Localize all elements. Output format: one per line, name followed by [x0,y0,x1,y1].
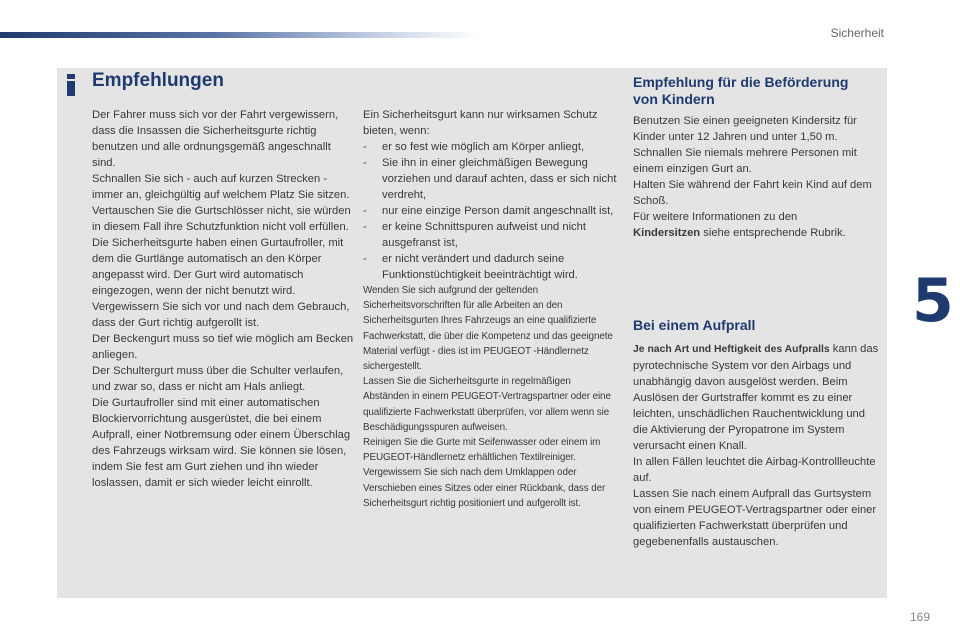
paragraph: Je nach Art und Heftigkeit des Aufpralls kann das pyrotechnische System vor den Airbags und unabhängig davon ausgelöst werden. Beim Auslösen der Gurtstraffer kommt es zu einer leichten, unschädlichen Rauchentwicklung und die Aktivierung der Pyropatrone im System verursacht einen Knall. [633,343,879,452]
paragraph: Vergewissern Sie sich nach dem Umklappen oder Verschieben eines Sitzes oder einer Rückbank, dass der Sicherheitsgurt richtig positioniert und aufgerollt ist. [363,467,606,509]
paragraph: Der Beckengurt muss so tief wie möglich am Becken anliegen. [92,333,354,361]
recommendations-column-1 [92,107,354,491]
paragraph: Vertauschen Sie die Gurtschlösser nicht, sie würden in diesem Fall ihre Schutzfunktion nicht voll erfüllen. [92,205,351,233]
children-title: Empfehlung für die Beförderung von Kindern [633,74,849,107]
paragraph: Lassen Sie nach einem Aufprall das Gurtsystem von einem PEUGEOT-Vertragspartner oder einer qualifizierten Fachwerkstatt überprüfen und gegebenenfalls austauschen. [633,488,877,548]
recommendations-title: Empfehlungen [92,70,224,91]
list-intro: Ein Sicherheitsgurt kann nur wirksamen Schutz bieten, wenn: [363,109,598,137]
paragraph: Reinigen Sie die Gurte mit Seifenwasser oder einem im PEUGEOT-Händlernetz erhältlichen Textilreiniger. [363,437,601,464]
impact-section [633,341,879,550]
paragraph: Schnallen Sie sich - auch auf kurzen Strecken - immer an, gleichgültig auf welchem Platz Sie sitzen. [92,173,350,201]
paragraph: Der Fahrer muss sich vor der Fahrt vergewissern, dass die Insassen die Sicherheitsgurte richtig benutzen und alle ordnungsgemäß angeschnallt sind. [92,109,339,169]
paragraph: Lassen Sie die Sicherheitsgurte in regelmäßigen Abständen in einem PEUGEOT-Vertragspartner oder eine qualifizierte Fachwerkstatt überprüfen, vor allem wenn sie Beschädigungsspuren aufweisen. [363,376,611,433]
paragraph: Wenden Sie sich aufgrund der geltenden Sicherheitsvorschriften für alle Arbeiten an den Sicherheitsgurten Ihres Fahrzeugs an eine qualifizierte Fachwerkstatt, die über die Kompetenz und das geeignete Material verfügt - dies ist im PEUGEOT -Händlernetz sichergestellt. [363,285,613,373]
paragraph: Für weitere Informationen zu den Kindersitzen siehe entsprechende Rubrik. [633,211,846,239]
header-accent-bar [0,32,480,38]
child-seats-reference: Kindersitzen [633,227,701,239]
list-item: - nur eine einzige Person damit angeschnallt ist, [363,205,614,217]
list-item: - er so fest wie möglich am Körper anliegt, [363,141,585,153]
paragraph: Vergewissern Sie sich vor und nach dem Gebrauch, dass der Gurt richtig aufgerollt ist. [92,301,350,329]
section-title: Sicherheit [830,26,884,40]
paragraph: Schnallen Sie niemals mehrere Personen mit einem einzigen Gurt an. [633,147,857,175]
chapter-number: 5 [912,266,954,336]
children-section [633,113,879,241]
chapter-tab [910,262,960,336]
paragraph: In allen Fällen leuchtet die Airbag-Kontrollleuchte auf. [633,456,876,484]
maintenance-notes [363,283,618,511]
list-item: - er nicht verändert und dadurch seine Funktionstüchtigkeit beeinträchtigt wird. [363,253,578,281]
recommendations-column-2 [363,107,618,511]
paragraph: Benutzen Sie einen geeigneten Kindersitz für Kinder unter 12 Jahren und unter 1,50 m. [633,115,857,143]
paragraph: Die Gurtaufroller sind mit einer automatischen Blockiervorrichtung ausgerüstet, die bei einem Aufprall, einer Notbremsung oder einem Überschlag des Fahrzeugs wirksam wird. Sie können sie lösen, indem Sie fest am Gurt ziehen und ihn wieder loslassen, damit er sich wieder leicht einrollt. [92,397,351,489]
paragraph: Die Sicherheitsgurte haben einen Gurtaufroller, mit dem die Gurtlänge automatisch an den Körper angepasst wird. Der Gurt wird automatisch eingezogen, wenn der nicht benutzt wird. [92,237,344,297]
paragraph: Halten Sie während der Fahrt kein Kind auf dem Schoß. [633,179,872,207]
list-item: - er keine Schnittspuren aufweist und nicht ausgefranst ist, [363,221,586,249]
info-icon [62,74,80,96]
list-item: - Sie ihn in einer gleichmäßigen Bewegung vorziehen und darauf achten, dass er sich nicht verdreht, [363,157,617,201]
impact-title: Bei einem Aufprall [633,317,756,333]
paragraph: Der Schultergurt muss über die Schulter verlaufen, und zwar so, dass er nicht am Hals anliegt. [92,365,344,393]
page-number: 169 [909,610,930,624]
